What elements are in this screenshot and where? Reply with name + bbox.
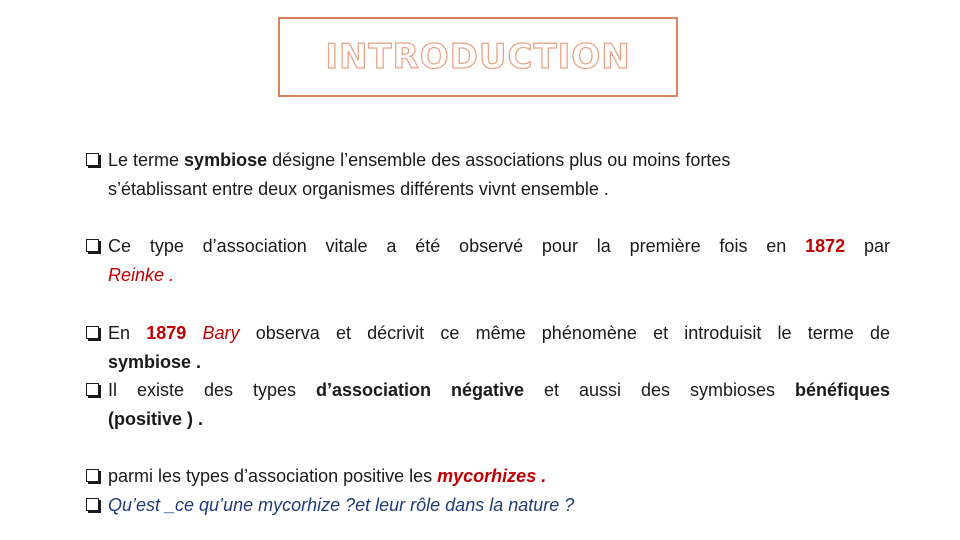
checkbox-bullet-icon (86, 239, 99, 252)
keyword-benefiques: bénéfiques (794, 380, 890, 400)
keyword-positive: (positive ) . (108, 409, 204, 429)
text-segment: En (108, 323, 147, 343)
paragraph-symbiose (86, 146, 890, 204)
paragraph-mycorhizes (86, 462, 890, 520)
text-segment: par (845, 236, 890, 256)
paragraph-line (86, 261, 890, 290)
paragraph-line (86, 232, 890, 261)
paragraph-types (86, 376, 890, 434)
paragraph-line (86, 319, 890, 348)
paragraph-line (86, 491, 890, 520)
paragraph-line (86, 348, 890, 377)
text-segment: et aussi des symbioses (524, 380, 795, 400)
checkbox-bullet-icon (86, 383, 99, 396)
paragraph-line (86, 376, 890, 405)
question-line: Qu’est _ce qu’une mycorhize ?et leur rôle dans la nature ? (108, 495, 575, 515)
paragraph-line (86, 462, 890, 491)
keyword-mycorhizes: mycorhizes . (437, 466, 547, 486)
text-segment: Ce type d’association vitale a été observé pour la première fois en (108, 236, 806, 256)
paragraph-line (86, 175, 890, 204)
text-segment: parmi les types d’association positive les (108, 466, 438, 486)
text-segment: Il existe des types (108, 380, 316, 400)
title-box (278, 17, 678, 97)
checkbox-bullet-icon (86, 469, 99, 482)
year-1879: 1879 (146, 323, 187, 343)
paragraph-line (86, 405, 890, 434)
text-segment: désigne l’ensemble des associations plus ou moins fortes (267, 150, 731, 170)
author-bary: Bary (202, 323, 240, 343)
text-segment: s’établissant entre deux organismes différents vivnt ensemble . (108, 179, 609, 199)
year-1872: 1872 (805, 236, 846, 256)
page-title: INTRODUCTION (325, 37, 631, 77)
text-segment: observa et décrivit ce même phénomène et introduisit le terme de (239, 323, 890, 343)
paragraph-reinke (86, 232, 890, 290)
text-segment: Le terme (108, 150, 185, 170)
checkbox-bullet-icon (86, 498, 99, 511)
paragraph-bary (86, 319, 890, 377)
checkbox-bullet-icon (86, 326, 99, 339)
checkbox-bullet-icon (86, 153, 99, 166)
keyword-association-negative: d’association négative (315, 380, 525, 400)
paragraph-line (86, 146, 890, 175)
author-reinke: Reinke . (108, 265, 175, 285)
keyword-symbiose: symbiose (184, 150, 268, 170)
keyword-symbiose: symbiose . (108, 352, 202, 372)
